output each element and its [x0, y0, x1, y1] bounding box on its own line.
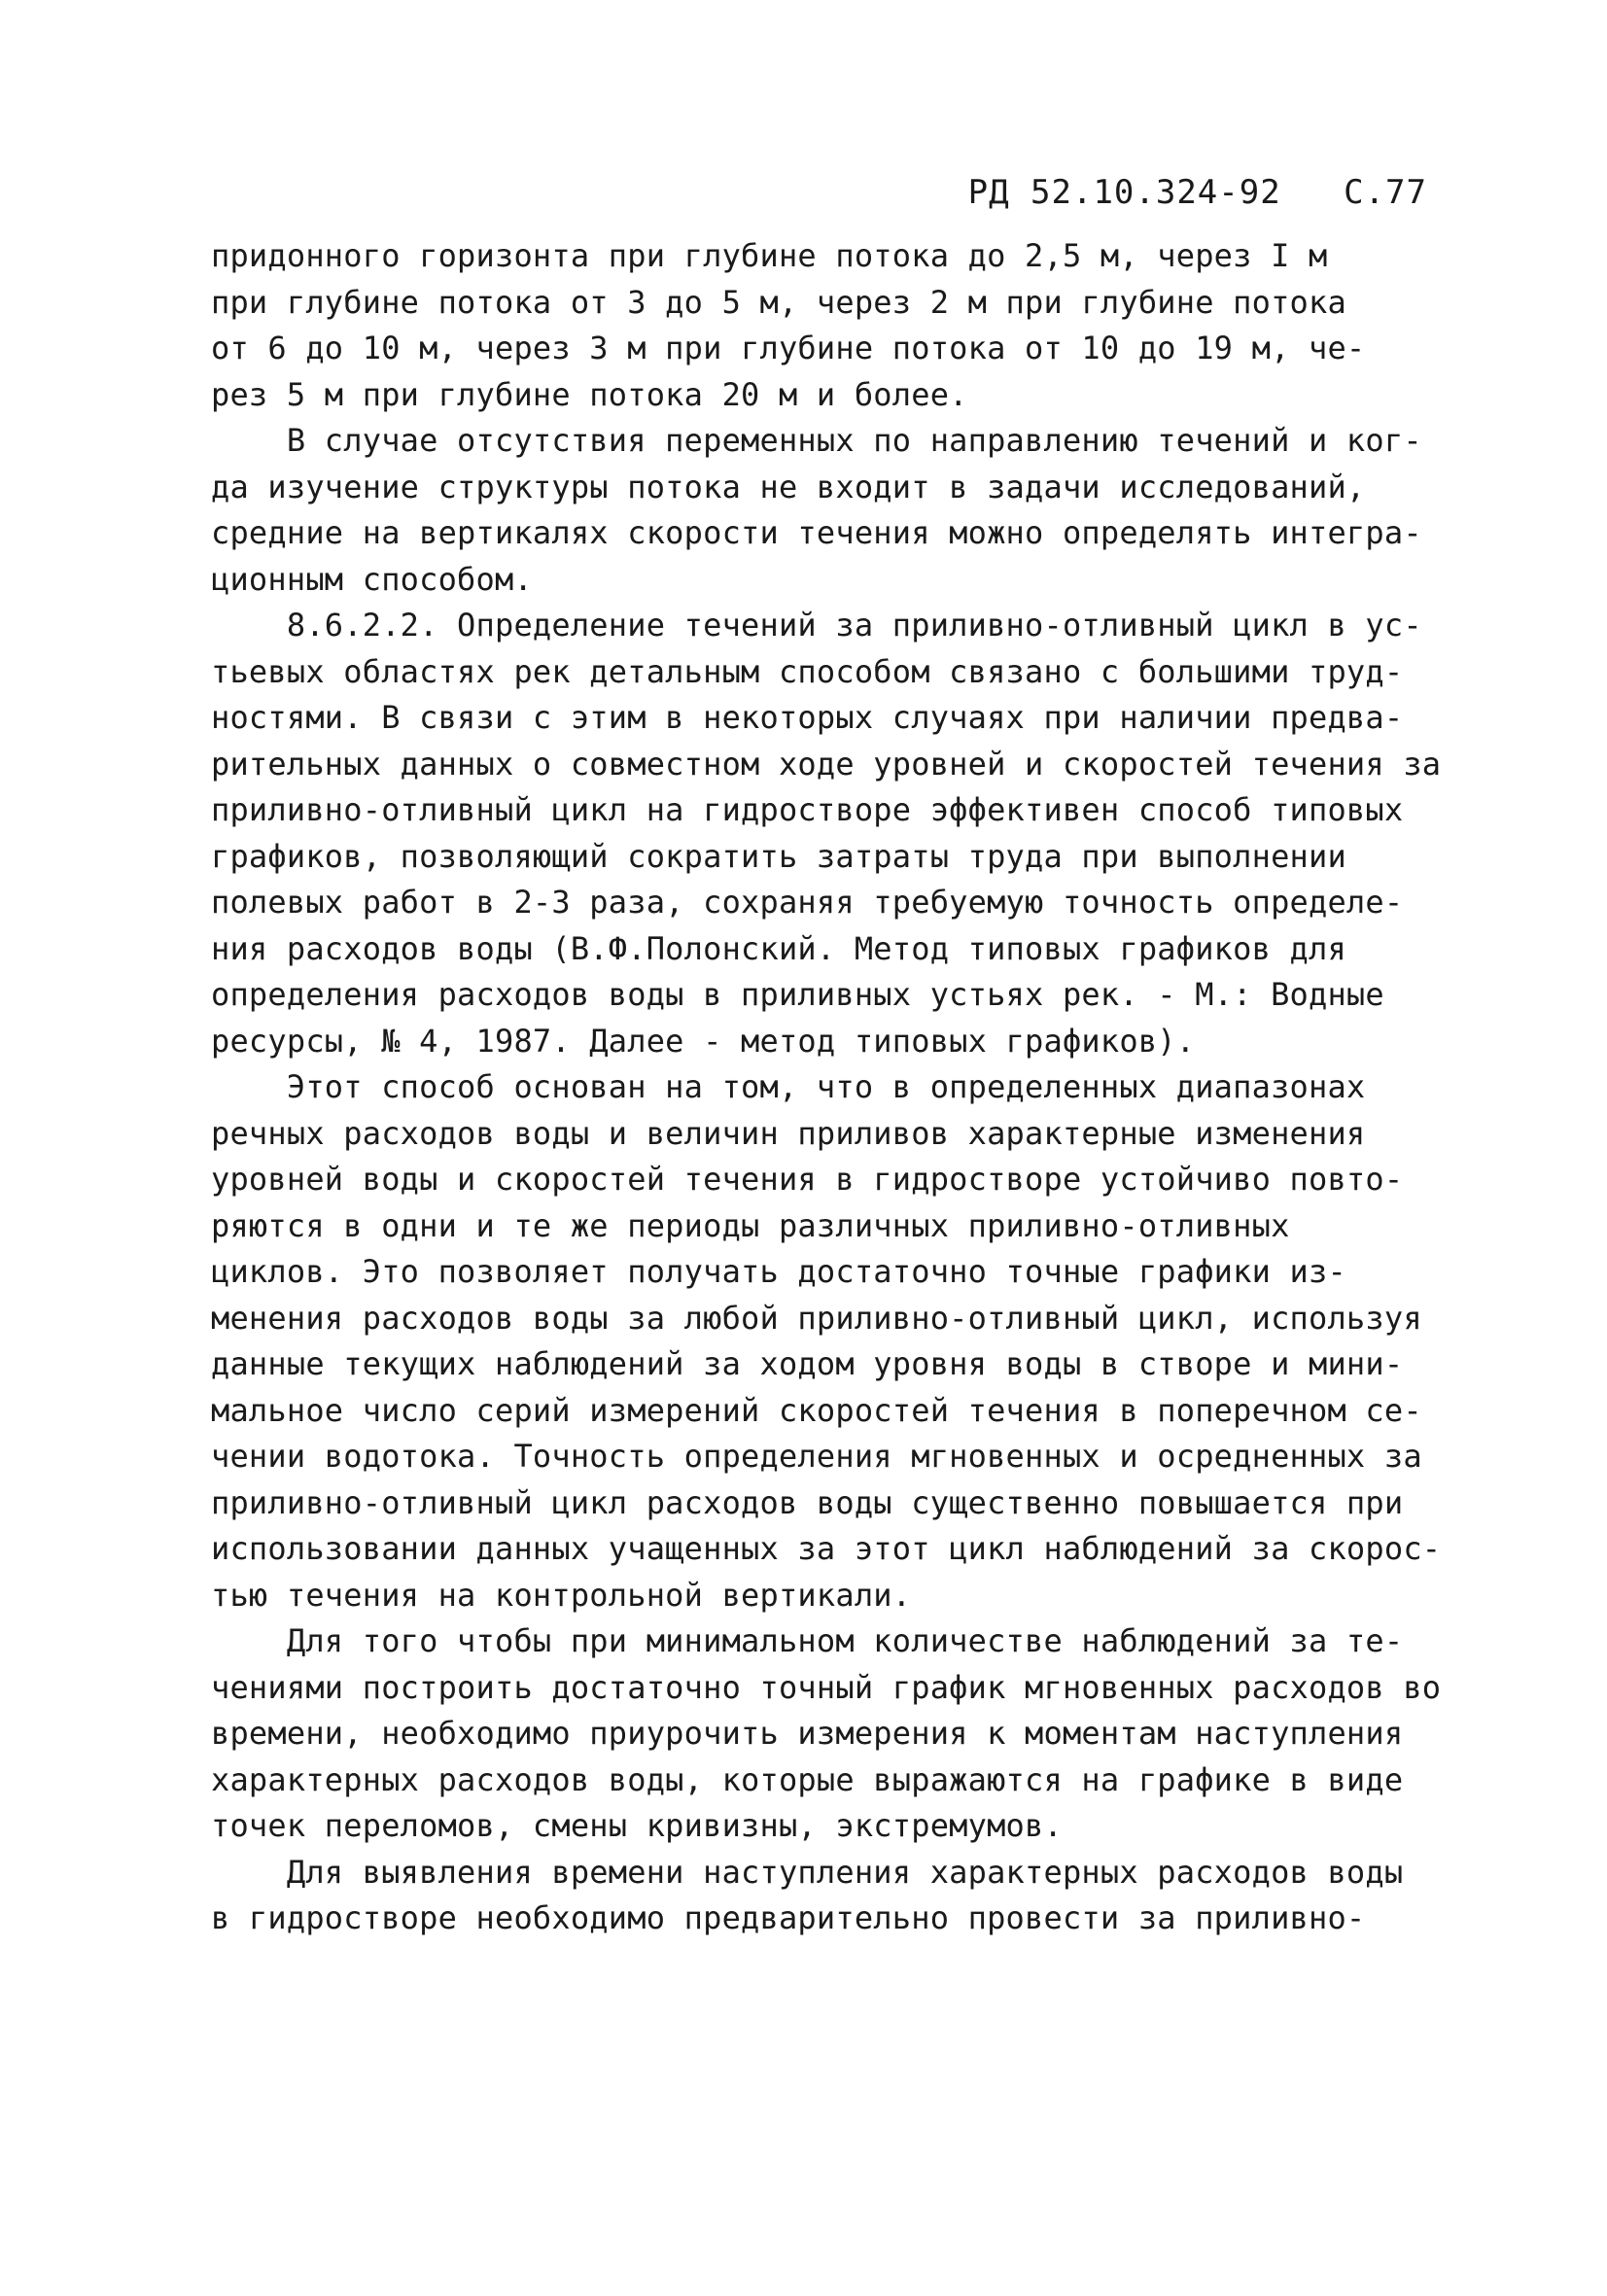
text-line: графиков, позволяющий сократить затраты труда при выполнении	[211, 837, 1346, 875]
text-line: чениями построить достаточно точный график мгновенных расходов во	[211, 1668, 1442, 1706]
text-line: придонного горизонта при глубине потока до 2,5 м, через I м	[211, 237, 1328, 274]
document-code: РД 52.10.324-92	[967, 173, 1281, 212]
text-line: характерных расходов воды, которые выражаются на графике в виде	[211, 1760, 1404, 1798]
text-line: данные текущих наблюдений за ходом уровня воды в створе и мини-	[211, 1345, 1404, 1382]
text-line: рительных данных о совместном ходе уровней и скоростей течения за	[211, 745, 1442, 783]
page-number: С.77	[1344, 173, 1427, 212]
text-line: полевых работ в 2-3 раза, сохраняя требуемую точность определе-	[211, 884, 1404, 921]
text-line: приливно-отливный цикл на гидростворе эффективен способ типовых	[211, 791, 1404, 828]
text-line: определения расходов воды в приливных устьях рек. - М.: Водные	[211, 976, 1384, 1013]
text-line: В случае отсутствия переменных по направлению течений и ког-	[211, 422, 1422, 459]
text-line: точек переломов, смены кривизны, экстремумов.	[211, 1807, 1063, 1844]
text-line: ностями. В связи с этим в некоторых случаях при наличии предва-	[211, 699, 1404, 736]
body-text	[211, 233, 1446, 1942]
text-line: ционным способом.	[211, 560, 533, 598]
text-line: средние на вертикалях скорости течения можно определять интегра-	[211, 514, 1422, 551]
text-line: при глубине потока от 3 до 5 м, через 2 м при глубине потока	[211, 283, 1346, 321]
text-line: менения расходов воды за любой приливно-отливный цикл, используя	[211, 1299, 1422, 1337]
text-line: 8.6.2.2. Определение течений за приливно-отливный цикл в ус-	[211, 607, 1422, 644]
text-line: рез 5 м при глубине потока 20 м и более.	[211, 375, 968, 413]
text-line: времени, необходимо приурочить измерения к моментам наступления	[211, 1715, 1404, 1752]
text-line: Для того чтобы при минимальном количестве наблюдений за те-	[211, 1622, 1404, 1659]
text-line: да изучение структуры потока не входит в задачи исследований,	[211, 468, 1366, 505]
text-line: мальное число серий измерений скоростей течения в поперечном се-	[211, 1391, 1422, 1429]
page-header	[968, 173, 1427, 212]
text-line: ресурсы, № 4, 1987. Далее - метод типовых графиков).	[211, 1022, 1196, 1060]
text-line: ния расходов воды (В.Ф.Полонский. Метод типовых графиков для	[211, 929, 1346, 967]
text-line: уровней воды и скоростей течения в гидростворе устойчиво повто-	[211, 1161, 1404, 1198]
text-line: Для выявления времени наступления характерных расходов воды	[211, 1853, 1404, 1891]
text-line: речных расходов воды и величин приливов характерные изменения	[211, 1114, 1366, 1152]
text-line: чении водотока. Точность определения мгновенных и осредненных за	[211, 1438, 1422, 1475]
text-line: от 6 до 10 м, через 3 м при глубине потока от 10 до 19 м, че-	[211, 330, 1366, 366]
text-line: приливно-отливный цикл расходов воды существенно повышается при	[211, 1483, 1404, 1521]
text-line: тью течения на контрольной вертикали.	[211, 1576, 912, 1614]
text-line: использовании данных учащенных за этот цикл наблюдений за скорос-	[211, 1530, 1442, 1567]
text-line: ряются в одни и те же периоды различных приливно-отливных	[211, 1206, 1290, 1244]
text-line: в гидростворе необходимо предварительно провести за приливно-	[211, 1899, 1366, 1936]
text-line: Этот способ основан на том, что в определенных диапазонах	[211, 1068, 1366, 1105]
text-line: тьевых областях рек детальным способом связано с большими труд-	[211, 652, 1404, 690]
text-line: циклов. Это позволяет получать достаточно точные графики из-	[211, 1253, 1346, 1290]
